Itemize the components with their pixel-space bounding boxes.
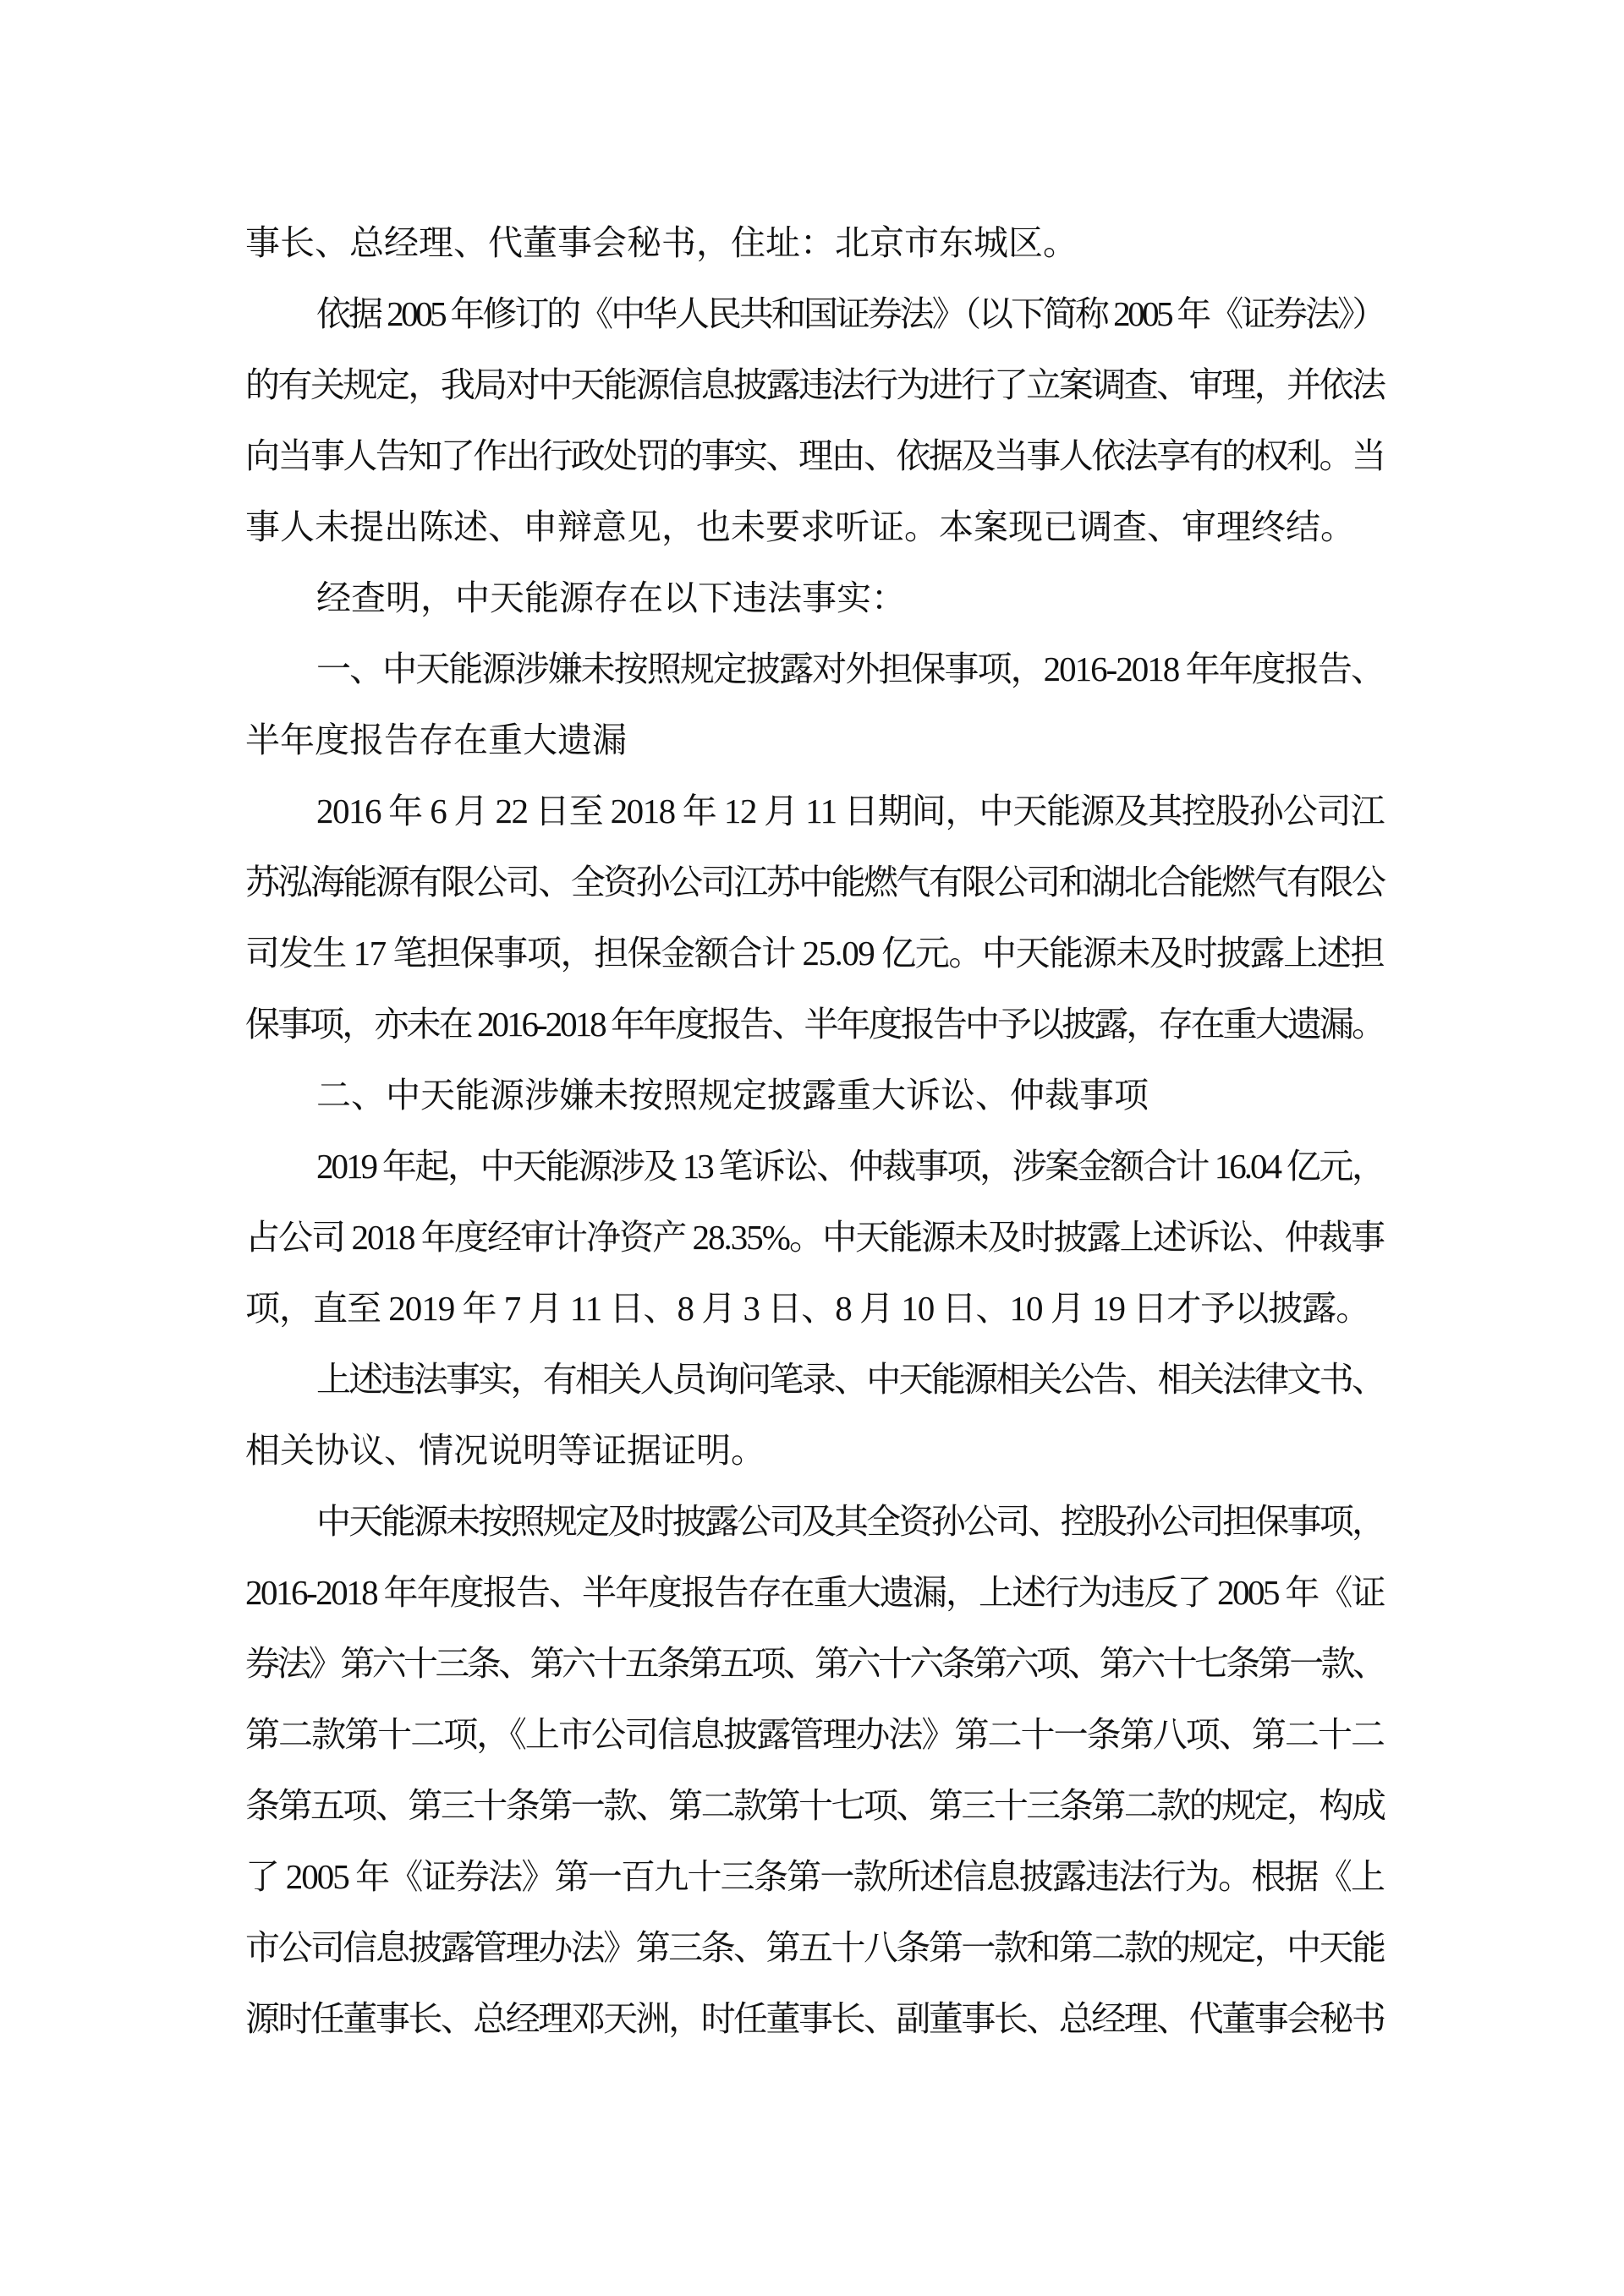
text-line: 半年度报告存在重大遗漏	[245, 721, 627, 759]
text-line: 2019 年起，中天能源涉及 13 笔诉讼、仲裁事项，涉案金额合计 16.04 亿元，	[316, 1147, 1384, 1186]
text-line: 第二款第十二项，《上市公司信息披露管理办法》第二十一条第八项、第二十二	[245, 1715, 1384, 1754]
section-heading-2	[245, 1060, 1384, 1131]
text-line: 司发生 17 笔担保事项，担保金额合计 25.09 亿元。中天能源未及时披露上述担	[245, 934, 1384, 973]
text-line: 保事项，亦未在 2016-2018 年年度报告、半年度报告中予以披露，存在重大遗漏。	[245, 1005, 1384, 1044]
text-line: 一、中天能源涉嫌未按照规定披露对外担保事项，2016-2018 年年度报告、	[316, 649, 1384, 688]
document-body	[245, 207, 1384, 2054]
text-line: 源时任董事长、总经理邓天洲，时任董事长、副董事长、总经理、代董事会秘书	[245, 1999, 1384, 2038]
text-line: 向当事人告知了作出行政处罚的事实、理由、依据及当事人依法享有的权利。当	[245, 436, 1384, 475]
text-line: 2016-2018 年年度报告、半年度报告存在重大遗漏，上述行为违反了 2005 年《证	[245, 1573, 1384, 1612]
text-line: 苏泓海能源有限公司、全资孙公司江苏中能燃气有限公司和湖北合能燃气有限公	[245, 863, 1384, 901]
paragraph	[245, 207, 1384, 278]
paragraph	[245, 775, 1384, 1060]
paragraph	[245, 278, 1384, 562]
text-line: 了 2005 年《证券法》第一百九十三条第一款所述信息披露违法行为。根据《上	[245, 1857, 1384, 1896]
text-line: 事人未提出陈述、申辩意见，也未要求听证。本案现已调查、审理终结。	[245, 507, 1355, 546]
text-line: 项，直至 2019 年 7 月 11 日、8 月 3 日、8 月 10 日、10 月 19 日才予以披露。	[245, 1289, 1370, 1328]
text-line: 条第五项、第三十条第一款、第二款第十七项、第三十三条第二款的规定，构成	[245, 1786, 1384, 1825]
paragraph	[245, 1344, 1384, 1486]
text-line: 二、中天能源涉嫌未按照规定披露重大诉讼、仲裁事项	[316, 1076, 1149, 1115]
paragraph	[245, 562, 1384, 633]
text-line: 依据 2005 年修订的《中华人民共和国证券法》（以下简称 2005 年《证券法》）	[316, 294, 1384, 333]
text-line: 占公司 2018 年度经审计净资产 28.35%。中天能源未及时披露上述诉讼、仲裁事	[245, 1218, 1384, 1257]
paragraph	[245, 1486, 1384, 2054]
text-line: 相关协议、情况说明等证据证明。	[245, 1431, 765, 1470]
text-line: 上述违法事实，有相关人员询问笔录、中天能源相关公告、相关法律文书、	[316, 1360, 1384, 1399]
section-heading-1	[245, 633, 1384, 775]
text-line: 的有关规定，我局对中天能源信息披露违法行为进行了立案调查、审理，并依法	[245, 365, 1384, 404]
text-line: 市公司信息披露管理办法》第三条、第五十八条第一款和第二款的规定，中天能	[245, 1928, 1384, 1967]
text-line: 券法》第六十三条、第六十五条第五项、第六十六条第六项、第六十七条第一款、	[245, 1644, 1384, 1683]
text-line: 事长、总经理、代董事会秘书，住址：北京市东城区。	[245, 223, 1078, 262]
text-line: 中天能源未按照规定及时披露公司及其全资孙公司、控股孙公司担保事项，	[316, 1502, 1384, 1541]
text-line: 经查明，中天能源存在以下违法事实：	[316, 578, 906, 617]
text-line: 2016 年 6 月 22 日至 2018 年 12 月 11 日期间，中天能源及其控股孙公司江	[316, 792, 1384, 830]
paragraph	[245, 1131, 1384, 1344]
